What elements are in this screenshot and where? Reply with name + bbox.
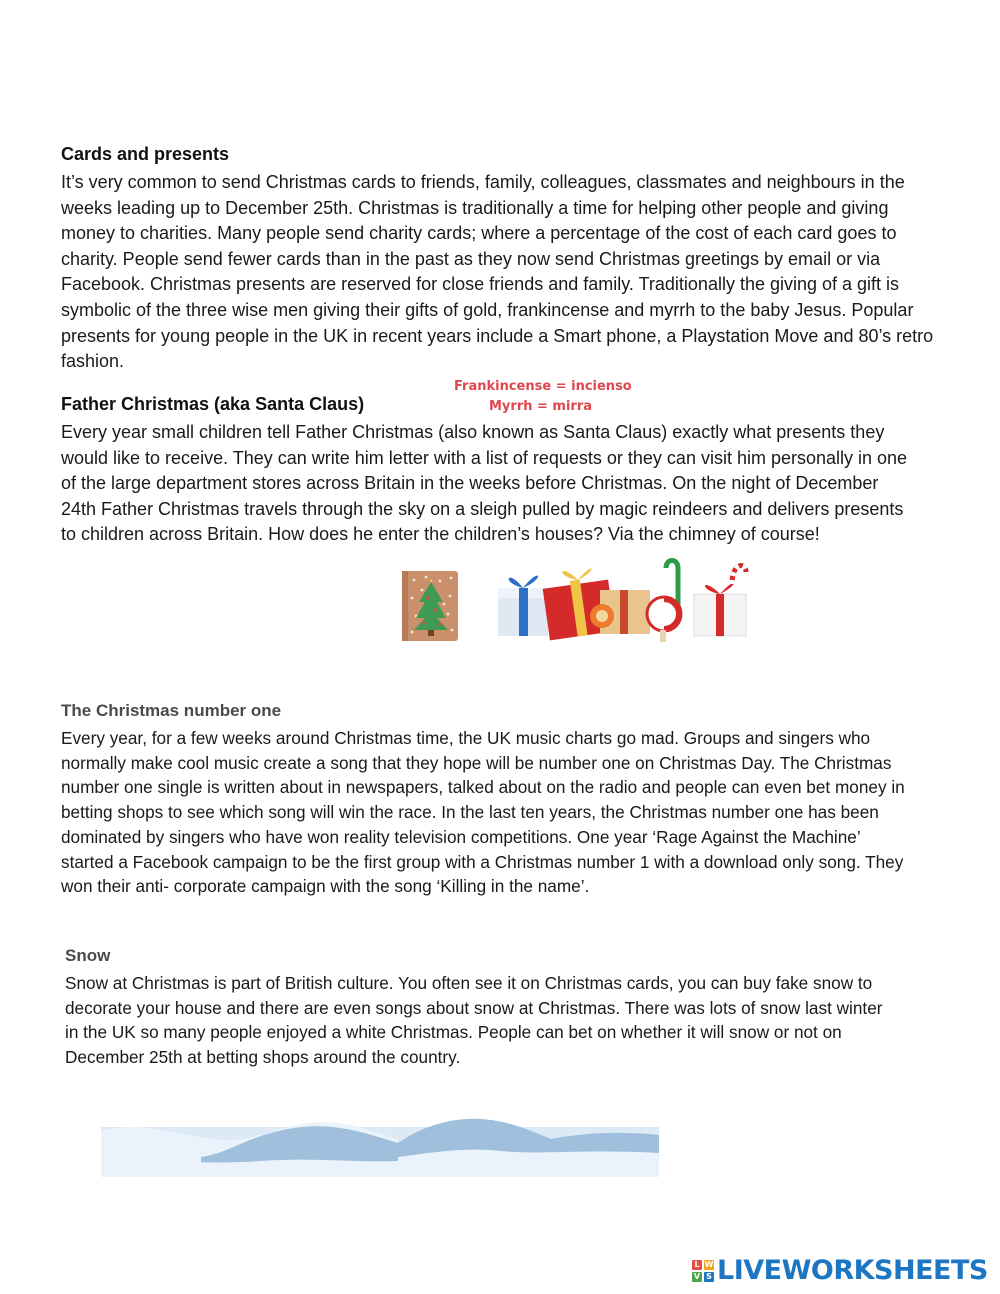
- christmas-card-image: [400, 568, 462, 643]
- liveworksheets-logo: [692, 1255, 988, 1286]
- section-father-christmas: [61, 394, 911, 548]
- heading-snow: Snow: [65, 946, 111, 965]
- logo-letter-v: V: [693, 1272, 701, 1281]
- snowy-hills-image: [101, 1113, 661, 1179]
- liveworksheets-logo-icon: [692, 1260, 714, 1282]
- section-snow: [65, 946, 900, 1070]
- paragraph-christmas-number-one: Every year, for a few weeks around Christmas time, the UK music charts go mad. Groups and singers who normally make cool music create a song that they hope will be number one on Christmas Day. The Christmas number one single is written about in newspapers, talked about on the radio and people can even bet money in betting shops to see which song will win the race. In the last ten years, the Christmas number one has been dominated by singers who have won reality television competitions. One year ‘Rage Against the Machine’ started a Facebook campaign to be the first group with a Christmas number 1 with a download only song. They won their anti- corporate campaign with the song ‘Killing in the name’.: [61, 728, 905, 897]
- christmas-presents-image: [494, 558, 756, 644]
- note-myrrh: Myrrh = mirra: [489, 399, 593, 414]
- paragraph-father-christmas: Every year small children tell Father Christmas (also known as Santa Claus) exactly what presents they would like to receive. They can write him letter with a list of requests or they can visit him personally in one of the large department stores across Britain in the weeks before Christmas. On the night of December 24th Father Christmas travels through the sky on a sleigh pulled by magic reindeers and delivers presents to children across Britain. How does he enter the children’s houses? Via the chimney of course!: [61, 422, 908, 545]
- section-cards-and-presents: [61, 144, 946, 375]
- heading-father-christmas: Father Christmas (aka Santa Claus): [61, 394, 365, 414]
- heading-cards-and-presents: Cards and presents: [61, 144, 230, 164]
- paragraph-snow: Snow at Christmas is part of British culture. You often see it on Christmas cards, you can buy fake snow to decorate your house and there are even songs about snow at Christmas. There was lots of snow last winter in the UK so many people enjoyed a white Christmas. People can bet on whether it will snow or not on December 25th at betting shops around the country.: [65, 973, 883, 1068]
- section-christmas-number-one: [61, 701, 911, 899]
- heading-christmas-number-one: The Christmas number one: [61, 701, 282, 720]
- logo-letter-l: L: [692, 1260, 702, 1270]
- note-frankincense: Frankincense = incienso: [454, 379, 632, 394]
- logo-letter-s: S: [704, 1272, 714, 1282]
- paragraph-cards-and-presents: It’s very common to send Christmas cards to friends, family, colleagues, classmates and neighbours in the weeks leading up to December 25th. Christmas is traditionally a time for helping other people and giving money to charities. Many people send charity cards; where a percentage of the cost of each card goes to charity. People send fewer cards than in the past as they now send Christmas greetings by email or via Facebook. Christmas presents are reserved for close friends and family. Traditionally the giving of a gift is symbolic of the three wise men giving their gifts of gold, frankincense and myrrh to the baby Jesus. Popular presents for young people in the UK in recent years include a Smart phone, a Playstation Move and 80’s retro fashion.: [61, 172, 934, 372]
- liveworksheets-logo-text: LIVEWORKSHEETS: [717, 1255, 988, 1286]
- logo-letter-w: W: [704, 1260, 714, 1269]
